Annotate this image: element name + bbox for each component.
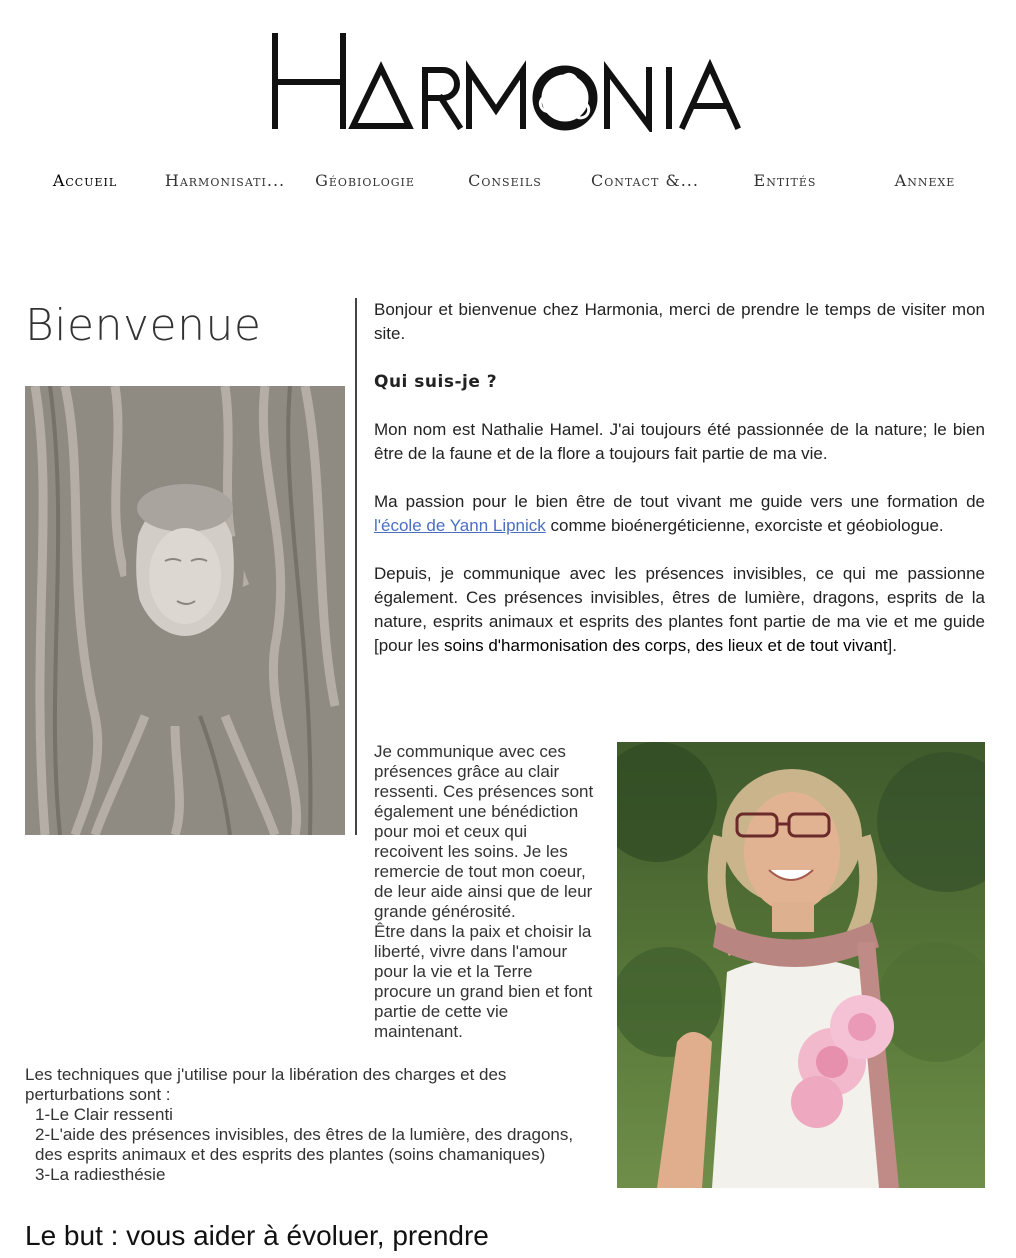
nav-item-conseils[interactable]: Conseils: [468, 171, 542, 190]
column-divider: [355, 298, 357, 835]
nav-item-entites[interactable]: Entités: [753, 171, 817, 190]
technique-item-1: 1-Le Clair ressenti: [35, 1105, 173, 1124]
intro-paragraph-welcome: Bonjour et bienvenue chez Harmonia, merci de prendre le temps de visiter mon site.: [374, 300, 985, 343]
goal-heading: Le but : vous aider à évoluer, prendre: [25, 1220, 489, 1251]
peace-paragraph: Être dans la paix et choisir la liberté, vivre dans l'amour pour la vie et la Terre procure un grand bien et font partie de cette vie maintenant.: [374, 922, 593, 1041]
page-title: Bienvenue: [25, 300, 262, 351]
nav-item-annexe[interactable]: Annexe: [894, 171, 956, 190]
soins-harmonisation-text: soins d'harmonisation des corps, des lieux et de tout vivant: [443, 636, 888, 655]
training-text-after: comme bioénergéticienne, exorciste et géobiologue.: [545, 516, 944, 535]
communication-text: [374, 742, 594, 1042]
portrait-image: [617, 742, 985, 1188]
harmonia-logo-graphic: [265, 30, 745, 132]
buddha-tree-image: [25, 386, 345, 835]
techniques-intro: Les techniques que j'utilise pour la libération des charges et des perturbations sont :: [25, 1065, 507, 1104]
training-text-before: Ma passion pour le bien être de tout vivant me guide vers une formation de: [374, 492, 985, 511]
presences-text-before: Depuis, je communique avec les présences invisibles, ce qui me passionne également. Ces présences invisibles, êtres de lumière, dragons, esprits de la nature, esprits animaux et esprits des plantes font partie de ma vie et me guide [pour les: [374, 564, 985, 655]
nav-item-accueil[interactable]: Accueil: [52, 171, 118, 190]
intro-text: [374, 298, 985, 682]
technique-item-2: 2-L'aide des présences invisibles, des êtres de la lumière, des dragons, des esprits animaux et des esprits des plantes (soins chamaniques): [35, 1125, 574, 1164]
nav-item-contact[interactable]: Contact &...: [591, 171, 699, 190]
nav-item-geobiologie[interactable]: Géobiologie: [315, 171, 415, 190]
presences-text-after: ].: [887, 636, 897, 655]
main-nav: [15, 166, 1001, 196]
site-logo[interactable]: [265, 30, 745, 132]
who-am-i-heading: Qui suis-je ?: [374, 372, 498, 392]
nav-item-harmonisation[interactable]: Harmonisati...: [164, 171, 286, 190]
intro-paragraph-training: [374, 490, 985, 538]
ecole-yann-lipnick-link[interactable]: l'école de Yann Lipnick: [374, 516, 546, 535]
technique-item-3: 3-La radiesthésie: [35, 1165, 166, 1184]
intro-paragraph-presences: [374, 562, 985, 658]
communication-paragraph: Je communique avec ces présences grâce au clair ressenti. Ces présences sont également une bénédiction pour moi et ceux qui recoivent les soins. Je les remercie de tout mon coeur, de leur aide ainsi que de leur grande générosité.: [374, 742, 594, 921]
intro-paragraph-name: Mon nom est Nathalie Hamel. J'ai toujours été passionnée de la nature; le bien être de la faune et de la flore a toujours fait partie de ma vie.: [374, 420, 985, 463]
techniques-list: [25, 1065, 600, 1185]
